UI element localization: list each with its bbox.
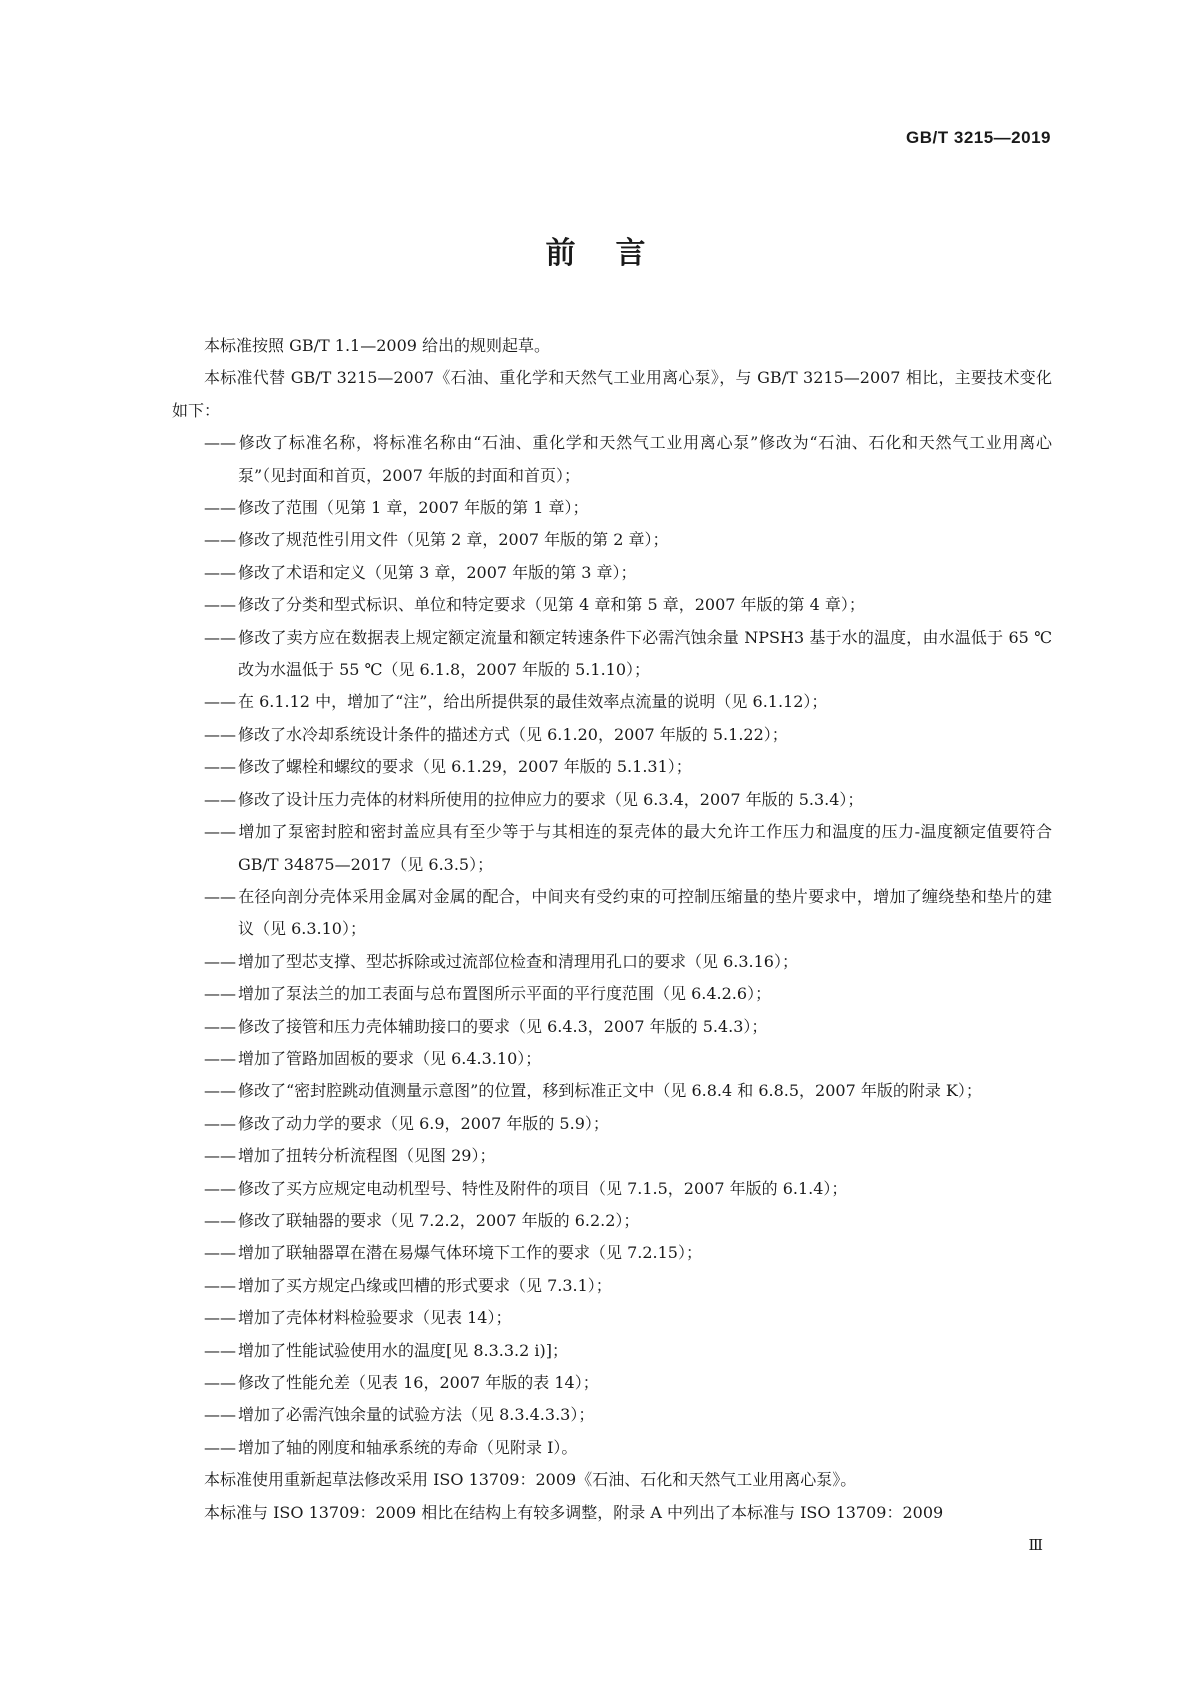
list-dash: ——: [204, 1210, 236, 1230]
list-item-text: 增加了泵法兰的加工表面与总布置图所示平面的平行度范围（见 6.4.2.6）；: [238, 984, 772, 1004]
list-item-text: 修改了买方应规定电动机型号、特性及附件的项目（见 7.1.5，2007 年版的 6.1.4）；: [238, 1178, 848, 1198]
list-dash: ——: [204, 627, 236, 647]
list-dash: ——: [204, 951, 236, 971]
list-item-text: 增加了管路加固板的要求（见 6.4.3.10）；: [238, 1048, 542, 1068]
list-item: [172, 686, 1052, 718]
paragraph-drafting-rules: 本标准按照 GB/T 1.1—2009 给出的规则起草。: [204, 336, 551, 355]
page-number: Ⅲ: [1028, 1536, 1043, 1554]
list-item-text: 修改了接管和压力壳体辅助接口的要求（见 6.4.3，2007 年版的 5.4.3）；: [238, 1016, 768, 1036]
list-item: [172, 719, 1052, 751]
list-item-text: 修改了性能允差（见表 16，2007 年版的表 14）；: [238, 1373, 599, 1392]
list-item: [172, 1237, 1052, 1269]
list-item-text: 修改了卖方应在数据表上规定额定流量和额定转速条件下必需汽蚀余量 NPSH3 基于水的温度，由水温低于 65 ℃改为水温低于 55 ℃（见 6.1.8，2007 年版的 5.1.10）；: [238, 627, 1052, 680]
list-dash: ——: [204, 1016, 236, 1036]
list-item: [172, 1173, 1052, 1205]
list-dash: ——: [204, 886, 236, 906]
list-item-text: 修改了术语和定义（见第 3 章，2007 年版的第 3 章）；: [238, 562, 637, 582]
list-dash: ——: [204, 692, 236, 712]
list-item: [172, 816, 1052, 881]
list-item: [172, 492, 1052, 524]
list-item: [172, 1108, 1052, 1140]
list-item-text: 修改了标准名称，将标准名称由“石油、重化学和天然气工业用离心泵”修改为“石油、石化和天然气工业用离心泵”（见封面和首页，2007 年版的封面和首页）；: [238, 433, 1052, 485]
list-dash: ——: [204, 1048, 236, 1068]
list-item-text: 修改了水冷却系统设计条件的描述方式（见 6.1.20，2007 年版的 5.1.22）；: [238, 724, 788, 744]
list-dash: ——: [204, 724, 236, 744]
list-item: [172, 946, 1052, 978]
list-dash: ——: [204, 1437, 236, 1457]
technical-changes-list: [172, 427, 1052, 1464]
list-item: [172, 1011, 1052, 1043]
list-dash: ——: [204, 595, 236, 615]
list-dash: ——: [204, 530, 236, 550]
list-item-text: 修改了分类和型式标识、单位和特定要求（见第 4 章和第 5 章，2007 年版的第 4 章）；: [238, 595, 865, 615]
paragraph-replacement: 本标准代替 GB/T 3215—2007《石油、重化学和天然气工业用离心泵》，与 GB/T 3215—2007 相比，主要技术变化如下：: [172, 368, 1052, 420]
list-item: [172, 1205, 1052, 1237]
list-item-text: 修改了“密封腔跳动值测量示意图”的位置，移到标准正文中（见 6.8.4 和 6.8.5，2007 年版的附录 K）；: [238, 1081, 982, 1101]
list-dash: ——: [204, 1373, 236, 1392]
list-item: [172, 751, 1052, 783]
list-dash: ——: [204, 1146, 236, 1166]
list-item-text: 修改了范围（见第 1 章，2007 年版的第 1 章）；: [238, 498, 589, 518]
list-item: [172, 622, 1052, 687]
list-item-text: 修改了螺栓和螺纹的要求（见 6.1.29，2007 年版的 5.1.31）；: [238, 757, 692, 777]
list-item: [172, 784, 1052, 816]
list-item-text: 修改了联轴器的要求（见 7.2.2，2007 年版的 6.2.2）；: [238, 1210, 640, 1230]
list-dash: ——: [204, 822, 236, 842]
list-item-text: 在径向剖分壳体采用金属对金属的配合，中间夹有受约束的可控制压缩量的垫片要求中，增加了缠绕垫和垫片的建议（见 6.3.10）；: [238, 886, 1052, 939]
list-item: [172, 1270, 1052, 1302]
list-item-text: 修改了规范性引用文件（见第 2 章，2007 年版的第 2 章）；: [238, 530, 669, 550]
list-dash: ——: [204, 1081, 236, 1101]
list-item-text: 增加了泵密封腔和密封盖应具有至少等于与其相连的泵壳体的最大允许工作压力和温度的压力-温度额定值要符合 GB/T 34875—2017（见 6.3.5）；: [238, 822, 1052, 874]
list-item-text: 增加了型芯支撑、型芯拆除或过流部位检查和清理用孔口的要求（见 6.3.16）；: [238, 951, 798, 971]
list-dash: ——: [204, 433, 236, 453]
paragraph-adoption: 本标准使用重新起草法修改采用 ISO 13709：2009《石油、石化和天然气工业用离心泵》。: [204, 1470, 857, 1490]
list-item-text: 增加了扭转分析流程图（见图 29）；: [238, 1146, 496, 1166]
list-dash: ——: [204, 1340, 236, 1360]
list-dash: ——: [204, 1308, 236, 1328]
list-item: [172, 427, 1052, 492]
list-item: [172, 1302, 1052, 1334]
list-item-text: 增加了轴的刚度和轴承系统的寿命（见附录 I）。: [238, 1437, 578, 1457]
list-dash: ——: [204, 757, 236, 777]
list-item: [172, 1399, 1052, 1431]
list-item-text: 修改了动力学的要求（见 6.9，2007 年版的 5.9）；: [238, 1113, 609, 1133]
list-dash: ——: [204, 1113, 236, 1133]
list-dash: ——: [204, 789, 236, 809]
list-dash: ——: [204, 1405, 236, 1425]
list-item-text: 在 6.1.12 中，增加了“注”，给出所提供泵的最佳效率点流量的说明（见 6.1.12）；: [238, 692, 828, 712]
paragraph-structure-comparison: 本标准与 ISO 13709：2009 相比在结构上有较多调整，附录 A 中列出了本标准与 ISO 13709：2009: [204, 1502, 944, 1522]
list-dash: ——: [204, 1243, 236, 1263]
list-item-text: 增加了买方规定凸缘或凹槽的形式要求（见 7.3.1）；: [238, 1275, 612, 1295]
list-item: [172, 881, 1052, 946]
body-content: [172, 330, 1052, 1529]
list-item: [172, 524, 1052, 556]
list-item: [172, 1367, 1052, 1399]
list-dash: ——: [204, 498, 236, 518]
list-item: [172, 1140, 1052, 1172]
list-item: [172, 557, 1052, 589]
list-item: [172, 1335, 1052, 1367]
list-item-text: 增加了壳体材料检验要求（见表 14）；: [238, 1308, 512, 1328]
list-dash: ——: [204, 562, 236, 582]
list-item-text: 增加了联轴器罩在潜在易爆气体环境下工作的要求（见 7.2.15）；: [238, 1243, 702, 1263]
list-item: [172, 978, 1052, 1010]
list-dash: ——: [204, 984, 236, 1004]
list-dash: ——: [204, 1275, 236, 1295]
list-item: [172, 1432, 1052, 1464]
list-item: [172, 1075, 1052, 1107]
list-item: [172, 589, 1052, 621]
standard-number: GB/T 3215—2019: [906, 128, 1051, 147]
list-dash: ——: [204, 1178, 236, 1198]
page-title: 前言: [545, 236, 686, 271]
list-item-text: 增加了性能试验使用水的温度[见 8.3.3.2 i)]；: [238, 1340, 568, 1360]
list-item-text: 修改了设计压力壳体的材料所使用的拉伸应力的要求（见 6.3.4，2007 年版的 5.3.4）；: [238, 789, 864, 809]
list-item-text: 增加了必需汽蚀余量的试验方法（见 8.3.4.3.3）；: [238, 1405, 595, 1425]
list-item: [172, 1043, 1052, 1075]
